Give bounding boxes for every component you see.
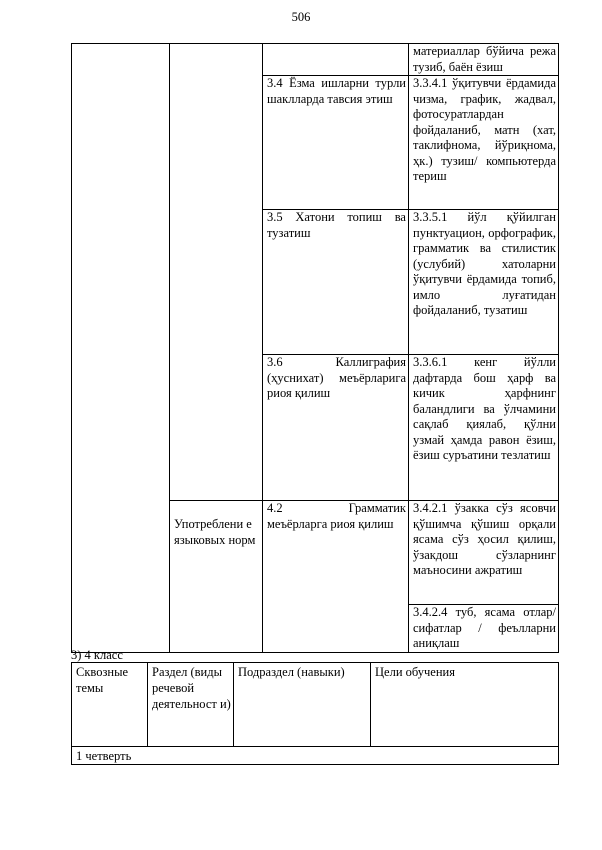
header-section: Раздел (виды речевой деятельност и) bbox=[148, 663, 234, 747]
cross-cutting-theme-cell bbox=[72, 44, 170, 653]
goal-cell: 3.4.2.1 ўзакка сўз ясовчи қўшимча қўшиш орқали ясама сўз ҳосил қилиш, ўзакдош сўзларнинг маъносини ажратиш bbox=[409, 501, 559, 605]
subsection-cell: 4.2 Грамматик меъёрларга риоя қилиш bbox=[263, 501, 409, 653]
goal-cell: 3.3.6.1 кенг йўлли дафтарда бош ҳарф ва кичик ҳарфнинг баландлиги ва ўлчамини сақлаб қиялаб, қўлни узмай ҳамда равон ёзиш, ёзиш суръатини тезлатиш bbox=[409, 355, 559, 501]
section-label: 3) 4 класс bbox=[71, 648, 123, 662]
goal-cell: 3.3.5.1 йўл қўйилган пунктуацион, орфографик, грамматик ва стилистик (услубий) хатоларни ўқитувчи ёрдамида топиб, имло луғатидан фойдаланиб, тузатиш bbox=[409, 210, 559, 355]
table-row bbox=[72, 747, 559, 765]
curriculum-table-continued bbox=[71, 43, 559, 653]
subsection-cell: 3.5 Хатони топиш ва тузатиш bbox=[263, 210, 409, 355]
goal-cell: 3.3.4.1 ўқитувчи ёрдамида чизма, график, жадвал, фотосуратлардан фойдаланиб, матн (хат, таклифнома, йўриқнома, ҳк.) тузиш/ компьютерда териш bbox=[409, 76, 559, 210]
quarter-row: 1 четверть bbox=[72, 747, 559, 765]
section-cell: Употреблени е языковых норм bbox=[170, 501, 263, 653]
page-number: 506 bbox=[291, 10, 311, 24]
subsection-cell bbox=[263, 44, 409, 76]
grade4-curriculum-table bbox=[71, 662, 559, 765]
goal-cell: материаллар бўйича режа тузиб, баён ёзиш bbox=[409, 44, 559, 76]
table-row bbox=[72, 44, 559, 76]
subsection-cell: 3.6 Каллиграфия (ҳуснихат) меъёрларига риоя қилиш bbox=[263, 355, 409, 501]
header-learning-goals: Цели обучения bbox=[371, 663, 559, 747]
header-cross-cutting-themes: Сквозные темы bbox=[72, 663, 148, 747]
table-header-row bbox=[72, 663, 559, 747]
goal-cell: 3.4.2.4 туб, ясама отлар/ сифатлар / феълларни аниқлаш bbox=[409, 605, 559, 653]
header-subsection: Подраздел (навыки) bbox=[234, 663, 371, 747]
section-cell bbox=[170, 44, 263, 501]
subsection-cell: 3.4 Ёзма ишларни турли шаклларда тавсия этиш bbox=[263, 76, 409, 210]
